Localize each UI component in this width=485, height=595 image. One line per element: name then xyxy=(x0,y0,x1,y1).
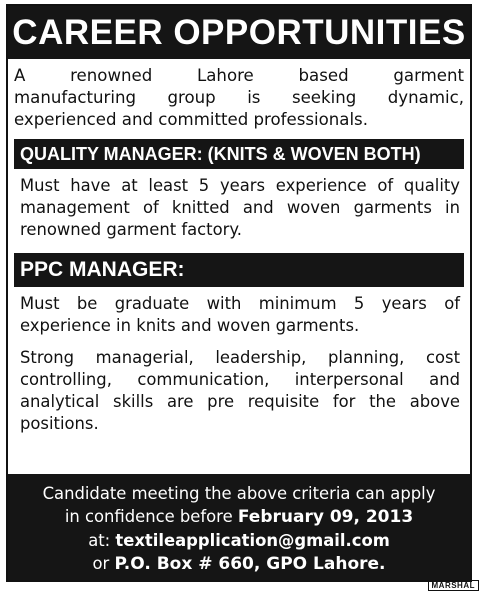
footer-line-4 xyxy=(8,552,470,576)
deadline-prefix: in confidence before xyxy=(64,507,238,526)
intro-line-2: manufacturing group is seeking dynamic, xyxy=(14,88,464,107)
application-instructions xyxy=(8,474,470,580)
page-title: CAREER OPPORTUNITIES xyxy=(8,6,470,59)
agency-logo: MARSHAL xyxy=(428,580,480,591)
intro-line-1: A renowned Lahore based garment xyxy=(14,66,464,85)
footer-line-2 xyxy=(8,505,470,529)
contact-email-link[interactable]: textileapplication@gmail.com xyxy=(115,531,390,550)
ppc-manager-skills: Strong managerial, leadership, planning, cost controlling, communication, interpersonal and analytical skills are pre requisite for the above positions. xyxy=(20,348,460,433)
intro-line-3: experienced and committed professionals. xyxy=(14,110,368,129)
section-title-ppc-manager: PPC MANAGER: xyxy=(14,253,464,287)
application-deadline: February 09, 2013 xyxy=(237,507,414,527)
footer-line-1: Candidate meeting the above criteria can apply xyxy=(42,484,436,503)
po-prefix: or xyxy=(92,554,115,573)
ppc-manager-requirements: Must be graduate with minimum 5 years of experience in knits and woven garments. xyxy=(20,294,460,335)
section-title-quality-manager: QUALITY MANAGER: (KNITS & WOVEN BOTH) xyxy=(14,139,464,169)
footer-line-3 xyxy=(8,529,470,552)
intro-text xyxy=(8,59,470,131)
po-box-address: P.O. Box # 660, GPO Lahore. xyxy=(114,554,386,574)
quality-manager-requirements: Must have at least 5 years experience of quality management of knitted and woven garments in renowned garment factory. xyxy=(20,176,460,239)
email-prefix: at: xyxy=(88,531,116,550)
job-advertisement xyxy=(6,4,472,582)
